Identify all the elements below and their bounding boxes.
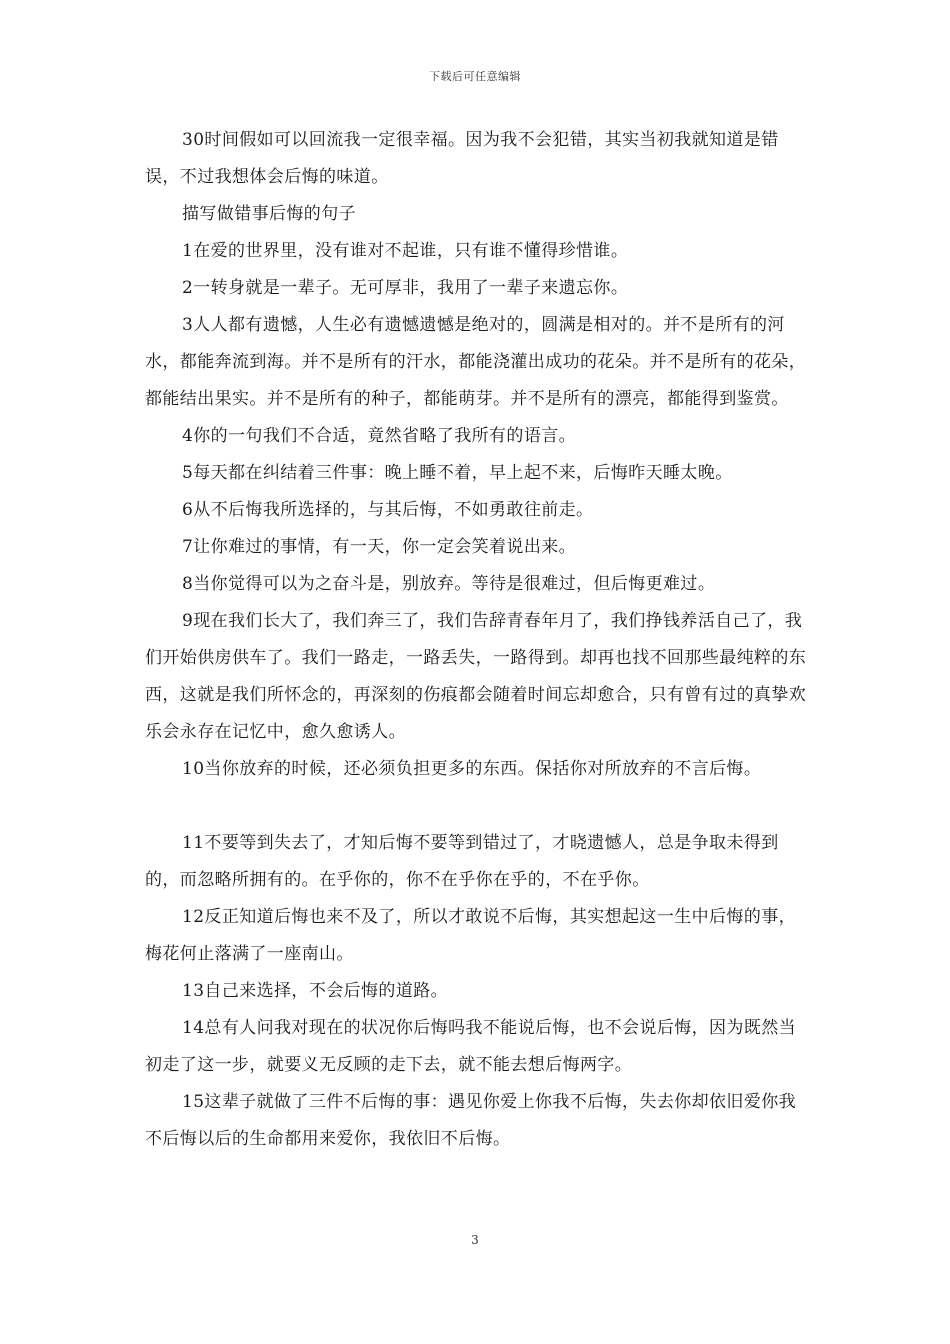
paragraph-12: 12反正知道后悔也来不及了，所以才敢说不后悔，其实想起这一生中后悔的事，梅花何止落满了一座南山。 <box>145 907 797 964</box>
paragraph-6: 6从不后悔我所选择的，与其后悔，不如勇敢往前走。 <box>182 500 594 520</box>
paragraph-10: 10当你放弃的时候，还必须负担更多的东西。保括你对所放弃的不言后悔。 <box>182 759 762 779</box>
paragraph-9: 9现在我们长大了，我们奔三了，我们告辞青春年月了，我们挣钱养活自己了，我们开始供房供车了。我们一路走，一路丢失，一路得到。却再也找不回那些最纯粹的东西，这就是我们所怀念的，再深刻的伤痕都会随着时间忘却愈合，只有曾有过的真挚欢乐会永存在记忆中，愈久愈诱人。 <box>145 611 807 742</box>
page-number: 3 <box>471 1233 479 1247</box>
paragraph-7: 7让你难过的事情，有一天，你一定会笑着说出来。 <box>182 537 577 557</box>
paragraph-8: 8当你觉得可以为之奋斗是，别放弃。等待是很难过，但后悔更难过。 <box>182 574 716 594</box>
paragraph-15: 15这辈子就做了三件不后悔的事：遇见你爱上你我不后悔，失去你却依旧爱你我不后悔以后的生命都用来爱你，我依旧不后悔。 <box>145 1092 797 1149</box>
paragraph-4: 4你的一句我们不合适，竟然省略了我所有的语言。 <box>182 426 577 446</box>
paragraph-1: 1在爱的世界里，没有谁对不起谁，只有谁不懂得珍惜谁。 <box>182 241 629 261</box>
section-heading: 描写做错事后悔的句子 <box>182 204 356 224</box>
document-body <box>145 122 813 1158</box>
paragraph-30: 30时间假如可以回流我一定很幸福。因为我不会犯错，其实当初我就知道是错误，不过我想体会后悔的味道。 <box>145 130 779 187</box>
page-header: 下载后可任意编辑 <box>429 70 521 83</box>
paragraph-11: 11不要等到失去了，才知后悔不要等到错过了，才晓遗憾人，总是争取未得到的，而忽略所拥有的。在乎你的，你不在乎你在乎的，不在乎你。 <box>145 833 779 890</box>
paragraph-2: 2一转身就是一辈子。无可厚非，我用了一辈子来遗忘你。 <box>182 278 629 298</box>
paragraph-5: 5每天都在纠结着三件事：晚上睡不着，早上起不来，后悔昨天睡太晚。 <box>182 463 733 483</box>
paragraph-13: 13自己来选择，不会后悔的道路。 <box>182 981 449 1001</box>
paragraph-3: 3人人都有遗憾，人生必有遗憾遗憾是绝对的，圆满是相对的。并不是所有的河水，都能奔流到海。并不是所有的汗水，都能浇灌出成功的花朵。并不是所有的花朵，都能结出果实。并不是所有的种子，都能萌芽。并不是所有的漂亮，都能得到鉴赏。 <box>145 315 807 409</box>
paragraph-14: 14总有人问我对现在的状况你后悔吗我不能说后悔，也不会说后悔，因为既然当初走了这一步，就要义无反顾的走下去，就不能去想后悔两字。 <box>145 1018 797 1075</box>
